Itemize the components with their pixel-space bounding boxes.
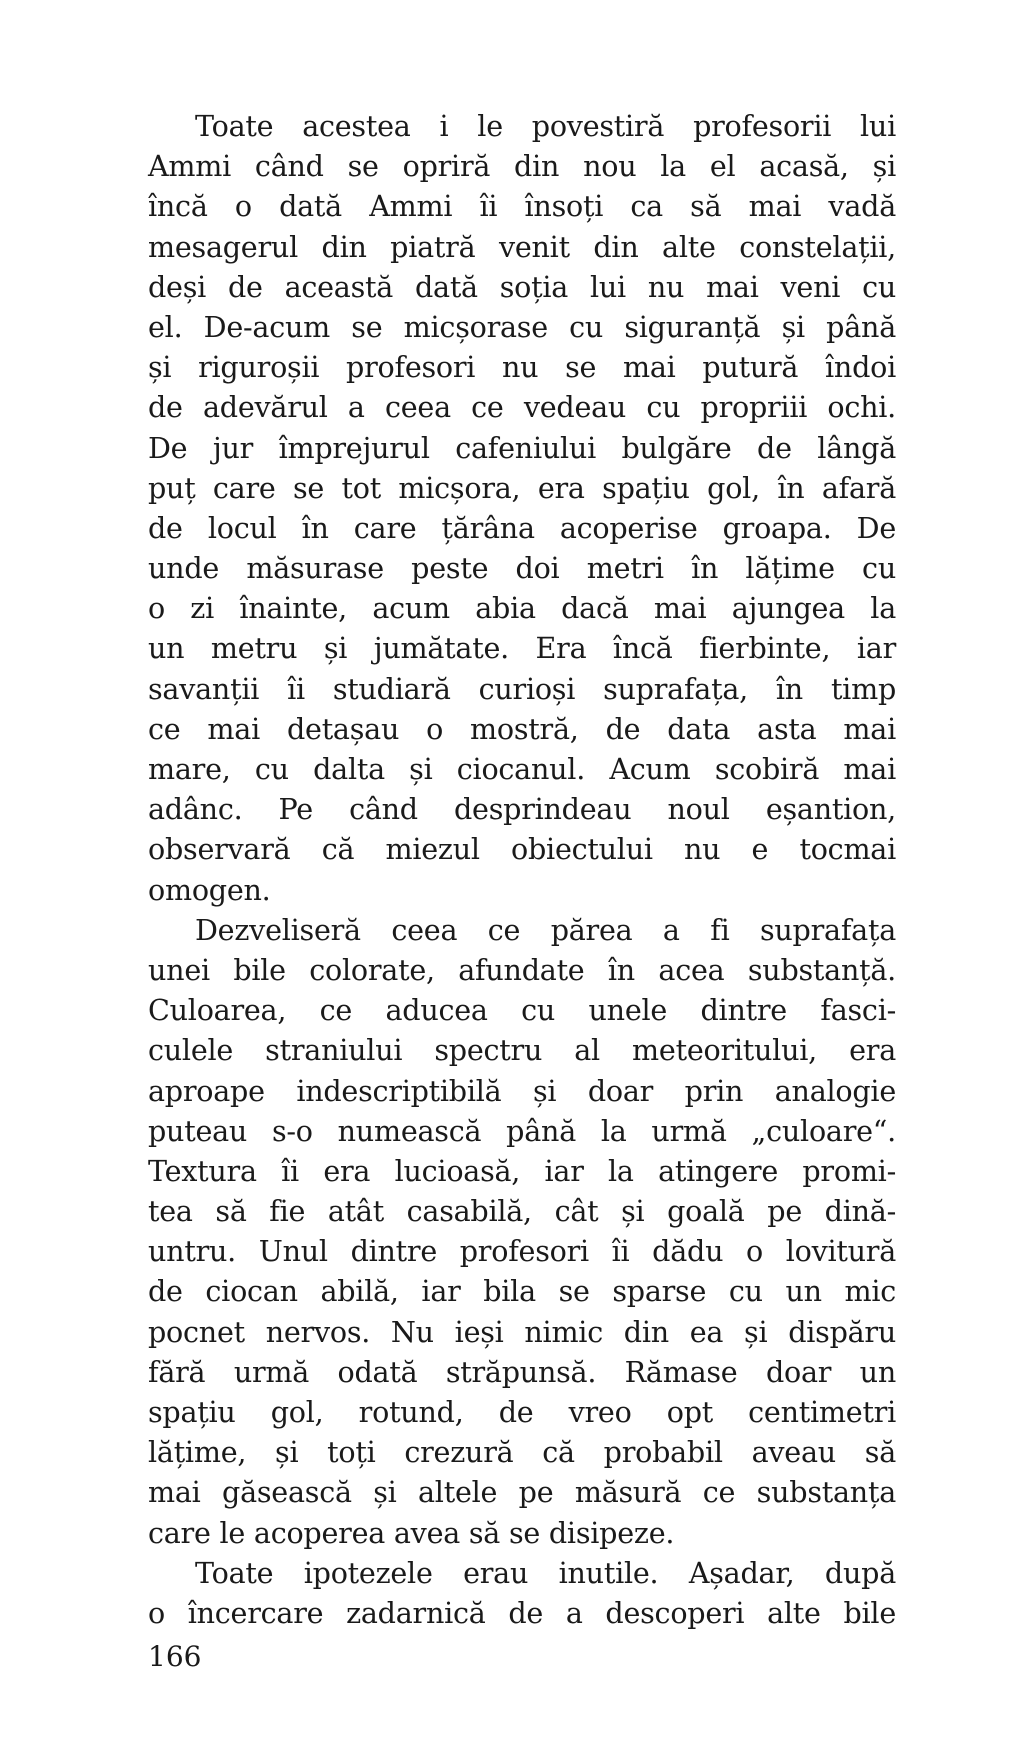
- text-line: De jur împrejurul cafeniului bulgăre de lângă: [148, 430, 896, 465]
- text-line: o zi înainte, acum abia dacă mai ajungea la: [148, 591, 896, 626]
- text-line: care le acoperea avea să se disipeze.: [148, 1515, 675, 1550]
- text-line: unei bile colorate, afundate în acea substanță.: [148, 952, 896, 987]
- paragraph: [148, 106, 896, 910]
- text-line: de adevărul a ceea ce vedeau cu propriii ochi.: [148, 390, 896, 425]
- text-line: fără urmă odată străpunsă. Rămase doar un: [148, 1354, 896, 1389]
- text-line: Ammi când se opriră din nou la el acasă, și: [148, 149, 896, 184]
- text-line: observară că miezul obiectului nu e tocmai: [148, 832, 896, 867]
- text-line: pocnet nervos. Nu ieși nimic din ea și dispăru: [148, 1314, 896, 1349]
- text-line: lățime, și toți crezură că probabil aveau să: [148, 1435, 896, 1470]
- paragraph: [148, 910, 896, 1553]
- paragraph: [148, 1553, 896, 1633]
- text-line: deși de această dată soția lui nu mai veni cu: [148, 269, 896, 304]
- text-line: mesagerul din piatră venit din alte constelații,: [148, 229, 896, 264]
- text-line: spațiu gol, rotund, de vreo opt centimetri: [148, 1395, 896, 1429]
- text-line: Toate ipotezele erau inutile. Așadar, după: [195, 1555, 896, 1590]
- text-line: mai găsească și altele pe măsură ce substanța: [148, 1475, 896, 1510]
- text-line: un metru și jumătate. Era încă fierbinte, iar: [148, 631, 896, 666]
- text-line: Dezveliseră ceea ce părea a fi suprafața: [195, 912, 896, 947]
- page-number: 166: [148, 1640, 202, 1673]
- text-line: unde măsurase peste doi metri în lățime cu: [148, 551, 896, 586]
- text-line: de locul în care țărâna acoperise groapa. De: [148, 510, 896, 545]
- text-line: el. De-acum se micșorase cu siguranță și până: [148, 309, 896, 344]
- text-line: ce mai detașau o mostră, de data asta mai: [148, 711, 896, 746]
- text-line: aproape indescriptibilă și doar prin analogie: [148, 1073, 896, 1108]
- text-line: puteau s-o numească până la urmă „culoare“.: [148, 1113, 896, 1148]
- body-text: [148, 106, 896, 1633]
- text-line: Textura îi era lucioasă, iar la atingere promi-: [148, 1153, 896, 1188]
- text-line: savanții îi studiară curioși suprafața, în timp: [148, 671, 896, 706]
- text-line: Culoarea, ce aducea cu unele dintre fasci-: [148, 993, 896, 1028]
- text-line: și riguroșii profesori nu se mai putură îndoi: [148, 350, 896, 385]
- text-line: untru. Unul dintre profesori îi dădu o lovitură: [148, 1234, 896, 1269]
- text-line: puț care se tot micșora, era spațiu gol, în afară: [148, 470, 896, 505]
- text-line: culele straniului spectru al meteoritului, era: [148, 1033, 896, 1068]
- text-line: adânc. Pe când desprindeau noul eșantion,: [148, 792, 896, 827]
- text-line: încă o dată Ammi îi însoți ca să mai vadă: [148, 189, 896, 224]
- text-line: omogen.: [148, 872, 271, 907]
- text-line: mare, cu dalta și ciocanul. Acum scobiră mai: [148, 752, 896, 786]
- text-line: tea să fie atât casabilă, cât și goală pe dină-: [148, 1194, 896, 1229]
- text-line: Toate acestea i le povestiră profesorii lui: [195, 109, 896, 143]
- text-line: o încercare zadarnică de a descoperi alte bile: [148, 1595, 896, 1630]
- text-line: de ciocan abilă, iar bila se sparse cu un mic: [148, 1274, 896, 1309]
